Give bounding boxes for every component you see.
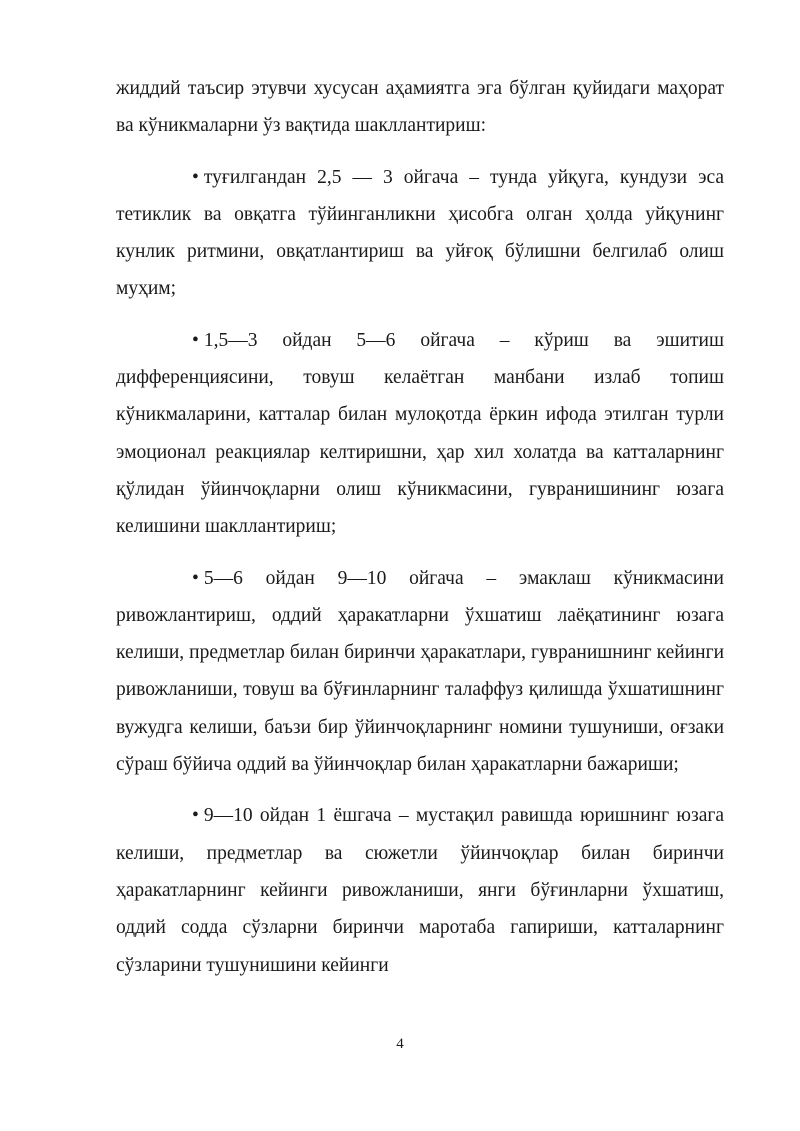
bullet-icon: • bbox=[192, 166, 199, 188]
list-item bbox=[116, 560, 724, 784]
list-item-text: туғилгандан 2,5 — 3 ойгача – тунда уйқуга, кундузи эса тетиклик ва овқатга тўйинганликни ҳисобга олган ҳолда уйқунинг кунлик ритмини, овқатлантириш ва уйғоқ бўлишни белгилаб олиш муҳим; bbox=[116, 166, 724, 300]
list-item bbox=[116, 159, 724, 308]
bullet-icon: • bbox=[192, 805, 199, 827]
list-item-text: 5—6 ойдан 9—10 ойгача – эмаклаш кўникмасини ривожлантириш, оддий ҳаракатларни ўхшатиш лаёқатининг юзага келиши, предметлар билан биринчи ҳаракатлари, гувранишнинг кейинги ривожланиши, товуш ва бўғинларнинг талаффуз қилишда ўхшатишнинг вужудга келиши, баъзи бир ўйинчоқларнинг номини тушуниши, оғзаки сўраш бўйича оддий ва ўйинчоқлар билан ҳаракатларни бажариши; bbox=[116, 567, 724, 776]
list-item-text: 9—10 ойдан 1 ёшгача – мустақил равишда юришнинг юзага келиши, предметлар ва сюжетли ўйинчоқлар билан биринчи ҳаракатларнинг кейинги ривожланиши, янги бўғинларни ўхшатиш, оддий содда сўзларни биринчи маротаба гапириши, катталарнинг сўзларини тушунишини кейинги bbox=[116, 805, 724, 976]
intro-paragraph: жиддий таъсир этувчи хусусан аҳамиятга эга бўлган қуйидаги маҳорат ва кўникмаларни ўз вақтида шакллантириш: bbox=[116, 78, 724, 137]
page-body bbox=[116, 70, 724, 984]
list-item bbox=[116, 797, 724, 983]
bullet-icon: • bbox=[192, 329, 199, 351]
page-number: 4 bbox=[396, 1036, 404, 1052]
list-item-text: 1,5—3 ойдан 5—6 ойгача – кўриш ва эшитиш дифференциясини, товуш келаётган манбани излаб топиш кўникмаларини, катталар билан мулоқотда ёркин ифода этилган турли эмоционал реакциялар келтиришни, ҳар хил холатда ва катталарнинг қўлидан ўйинчоқларни олиш кўникмасини, гувранишининг юзага келишини шакллантириш; bbox=[116, 329, 724, 538]
list-item bbox=[116, 322, 724, 546]
bullet-icon: • bbox=[192, 567, 199, 589]
